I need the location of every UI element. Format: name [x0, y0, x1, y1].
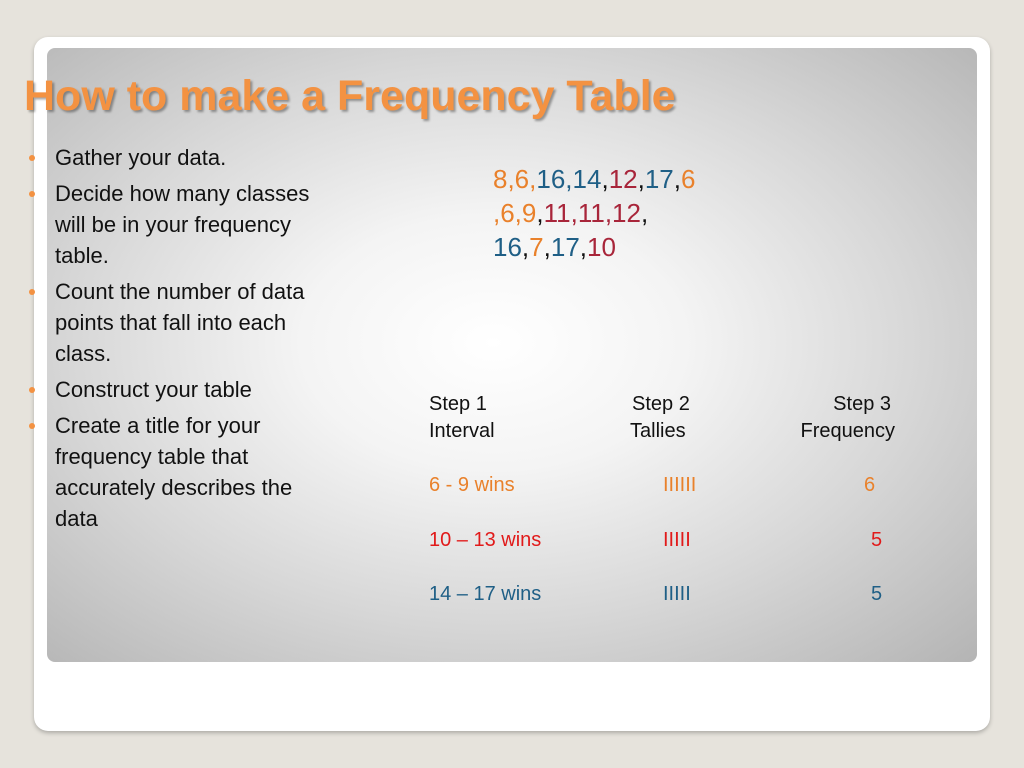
data-value-segment: ,: [579, 232, 588, 262]
bullet-list: [22, 142, 312, 539]
data-value-segment: 17: [550, 232, 580, 262]
data-value-segment: 10: [587, 232, 616, 262]
header-step-label: Step 1: [429, 393, 487, 415]
bullet-text: Decide how many classes will be in your frequency table.: [55, 181, 310, 268]
data-value-segment: 7: [529, 232, 544, 262]
row-interval: 14 – 17 wins: [429, 583, 542, 605]
bullet-text: Create a title for your frequency table that accurately describes the data: [55, 413, 293, 531]
bullet-dot-icon: [29, 423, 35, 429]
bullet-dot-icon: [29, 289, 35, 295]
bullet-dot-icon: [29, 155, 35, 161]
data-value-segment: ,: [543, 232, 551, 262]
header-step-label: Step 2: [632, 393, 690, 415]
row-tallies: IIIII: [663, 529, 691, 551]
row-frequency: 5: [871, 583, 883, 605]
data-value-segment: 12: [608, 164, 638, 194]
data-line: [493, 162, 768, 196]
bullet-dot-icon: [29, 387, 35, 393]
data-value-segment: ,: [640, 198, 649, 228]
bullet-text: Count the number of data points that fall into each class.: [55, 279, 305, 366]
data-value-segment: ,: [536, 198, 544, 228]
data-value-segment: ,: [637, 164, 645, 194]
data-line: [493, 196, 768, 230]
row-tallies: IIIII: [663, 583, 691, 605]
data-value-segment: ,: [521, 232, 530, 262]
header-interval: [429, 391, 495, 445]
bullet-item: [22, 142, 312, 173]
slide-title: How to make a Frequency Table: [24, 72, 676, 120]
row-interval: 6 - 9 wins: [429, 474, 515, 496]
header-column-label: Frequency: [800, 420, 895, 442]
bullet-item: [22, 276, 312, 369]
row-interval: 10 – 13 wins: [429, 529, 542, 551]
bullet-item: [22, 410, 312, 534]
data-value-segment: 8,6,: [493, 164, 537, 194]
header-column-label: Tallies: [630, 420, 686, 442]
bullet-item: [22, 374, 312, 405]
data-value-segment: 16: [493, 232, 522, 262]
bullet-item: [22, 178, 312, 271]
data-value-segment: ,: [673, 164, 681, 194]
data-value-segment: ,: [601, 164, 609, 194]
bullet-text: Construct your table: [55, 377, 252, 402]
header-column-label: Interval: [429, 420, 495, 442]
raw-data-values: [493, 162, 768, 264]
row-frequency: 5: [871, 529, 883, 551]
header-frequency: [779, 391, 895, 445]
bullet-text: Gather your data.: [55, 145, 227, 170]
data-value-segment: 16,14: [536, 164, 602, 194]
row-tallies: IIIIII: [663, 474, 697, 496]
data-value-segment: 17: [644, 164, 674, 194]
header-tallies: [630, 391, 690, 445]
bullet-dot-icon: [29, 191, 35, 197]
data-value-segment: 11,11,12: [543, 198, 641, 228]
row-frequency: 6: [864, 474, 876, 496]
data-value-segment: 6: [681, 164, 696, 194]
data-value-segment: ,6,9: [493, 198, 537, 228]
data-line: [493, 230, 768, 264]
header-step-label: Step 3: [833, 393, 891, 415]
